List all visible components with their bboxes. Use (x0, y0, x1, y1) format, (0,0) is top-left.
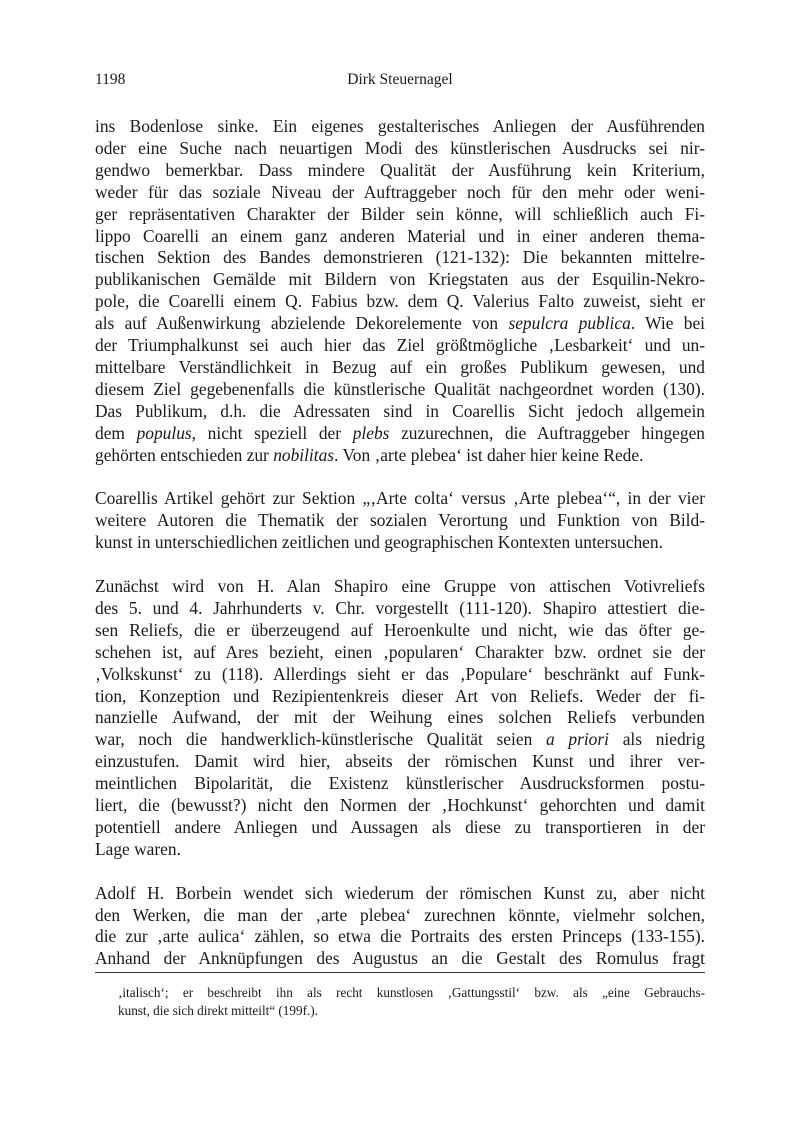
text-run: ger repräsentativen Charakter der Bilder sein könne, will schließlich auch Fi- (95, 203, 705, 224)
italic-term: sepulcra publica (508, 313, 631, 334)
text-line (95, 182, 705, 204)
italic-term: plebs (352, 422, 390, 443)
italic-term: a priori (545, 729, 609, 750)
text-line (95, 598, 705, 620)
text-line (95, 379, 705, 401)
text-run: des 5. und 4. Jahrhunderts v. Chr. vorgestellt (111-120). Shapiro attestiert die- (95, 597, 705, 618)
text-run: potentiell andere Anliegen und Aussagen als diese zu transportieren in der (95, 816, 705, 837)
paragraph (95, 488, 705, 554)
text-run: den Werken, die man der ‚arte plebea‘ zurechnen könnte, vielmehr solchen, (95, 904, 705, 925)
paragraph (95, 883, 705, 971)
text-line (95, 226, 705, 248)
text-run: mittelbare Verständlichkeit in Bezug auf ein großes Publikum gewesen, und (95, 356, 705, 377)
text-line (95, 751, 705, 773)
text-run: Zunächst wird von H. Alan Shapiro eine Gruppe von attischen Votivreliefs (95, 576, 705, 596)
text-line (95, 116, 705, 138)
text-line (95, 905, 705, 927)
footnote-line: ‚italisch‘; er beschreibt ihn als recht kunstlosen ‚Gattungsstil‘ bzw. als „eine Gebrauchs- (118, 985, 705, 1000)
text-line (95, 160, 705, 182)
text-run: dem (95, 422, 137, 443)
text-line (95, 926, 705, 948)
text-run: weitere Autoren die Thematik der sozialen Verortung und Funktion von Bild- (95, 510, 705, 531)
text-line (95, 948, 705, 970)
footnote (118, 984, 705, 1019)
text-run: zuzurechnen, die Auftraggeber hingegen (389, 422, 705, 443)
text-line (95, 445, 705, 467)
text-run: Anhand der Anknüpfungen des Augustus an die Gestalt des Romulus fragt (95, 948, 705, 969)
text-run: die zur ‚arte aulica‘ zählen, so etwa die Portraits des ersten Princeps (133-155). (95, 926, 705, 947)
text-run: meintlichen Bipolarität, die Existenz künstlerischer Ausdrucksformen postu- (95, 773, 705, 794)
text-run: Das Publikum, d.h. die Adressaten sind in Coarellis Sicht jedoch allgemein (95, 400, 705, 421)
text-line (95, 313, 705, 335)
text-run: ‚Volkskunst‘ zu (118). Allerdings sieht er das ‚Populare‘ beschränkt auf Funk- (95, 663, 705, 684)
text-run: , nicht speziell der (191, 422, 353, 443)
text-run: ins Bodenlose sinke. Ein eigenes gestalterisches Anliegen der Ausführenden (95, 116, 705, 136)
text-run: als niedrig (608, 729, 705, 750)
text-line (95, 247, 705, 269)
text-line (95, 532, 705, 554)
text-line (95, 357, 705, 379)
text-run: pole, die Coarelli einem Q. Fabius bzw. dem Q. Valerius Falto zuweist, sieht er (95, 291, 705, 312)
text-run: sen Reliefs, die er überzeugend auf Heroenkulte und nicht, wie das öfter ge- (95, 619, 705, 640)
text-line (95, 883, 705, 905)
text-run: weder für das soziale Niveau der Auftraggeber noch für den mehr oder weni- (95, 181, 705, 202)
text-line (95, 401, 705, 423)
text-line (95, 707, 705, 729)
text-run: der Triumphalkunst sei auch hier das Ziel größtmögliche ‚Lesbarkeit‘ und un- (95, 335, 705, 356)
footnote-separator (95, 972, 705, 973)
paragraph (95, 576, 705, 861)
text-line (95, 423, 705, 445)
text-run: schehen ist, auf Ares bezieht, einen ‚popularen‘ Charakter bzw. ordnet sie der (95, 641, 705, 662)
text-run: liert, die (bewusst?) nicht den Normen der ‚Hochkunst‘ gehorchten und damit (95, 795, 705, 816)
text-line (95, 686, 705, 708)
text-run: Adolf H. Borbein wendet sich wiederum der römischen Kunst zu, aber nicht (95, 882, 705, 903)
italic-term: nobilitas (273, 444, 335, 465)
text-line (95, 773, 705, 795)
text-line (95, 576, 705, 598)
text-run: Coarellis Artikel gehört zur Sektion „‚Arte colta‘ versus ‚Arte plebea‘“, in der vier (95, 488, 705, 509)
text-line (95, 620, 705, 642)
text-run: . Von ‚arte plebea‘ ist daher hier keine Rede. (334, 444, 644, 465)
footnote-line: kunst, die sich direkt mitteilt“ (199f.). (118, 1002, 318, 1018)
text-line (95, 795, 705, 817)
italic-term: populus (136, 422, 192, 443)
text-line (95, 642, 705, 664)
text-run: . Wie bei (630, 313, 705, 334)
text-line (95, 664, 705, 686)
text-line (95, 510, 705, 532)
text-line (95, 291, 705, 313)
text-line (95, 839, 705, 861)
text-line (95, 817, 705, 839)
text-run: gehörten entschieden zur (95, 444, 274, 465)
text-run: publikanischen Gemälde mit Bildern von Kriegstaten aus der Esquilin-Nekro- (95, 269, 705, 290)
text-run: diesem Ziel gegebenenfalls die künstlerische Qualität nachgeordnet worden (130). (95, 378, 705, 399)
text-run: Lage waren. (95, 838, 181, 859)
running-header (95, 71, 705, 95)
text-line (95, 335, 705, 357)
text-run: als auf Außenwirkung abzielende Dekorelemente von (95, 313, 509, 334)
text-run: kunst in unterschiedlichen zeitlichen und geographischen Kontexten untersuchen. (95, 532, 663, 553)
text-line (95, 729, 705, 751)
text-run: oder eine Suche nach neuartigen Modi des künstlerischen Ausdrucks sei nir- (95, 137, 705, 158)
text-run: tischen Sektion des Bandes demonstrieren (121-132): Die bekannten mittelre- (95, 247, 705, 268)
paragraph (95, 116, 705, 467)
text-run: gendwo bemerkbar. Dass mindere Qualität der Ausführung kein Kriterium, (95, 159, 705, 180)
text-run: tion, Konzeption und Rezipientenkreis dieser Art von Reliefs. Weder der fi- (95, 685, 705, 706)
text-run: war, noch die handwerklich-künstlerische Qualität seien (95, 729, 546, 750)
main-text (95, 116, 705, 970)
page-number: 1198 (95, 71, 126, 88)
text-line (95, 488, 705, 510)
text-line (95, 269, 705, 291)
text-run: einzustufen. Damit wird hier, abseits der römischen Kunst und ihrer ver- (95, 751, 705, 772)
running-head-author: Dirk Steuernagel (347, 71, 453, 88)
text-run: nanzielle Aufwand, der mit der Weihung eines solchen Reliefs verbunden (95, 707, 705, 728)
text-line (95, 204, 705, 226)
text-line (95, 138, 705, 160)
text-run: lippo Coarelli an einem ganz anderen Material und in einer anderen thema- (95, 225, 705, 246)
